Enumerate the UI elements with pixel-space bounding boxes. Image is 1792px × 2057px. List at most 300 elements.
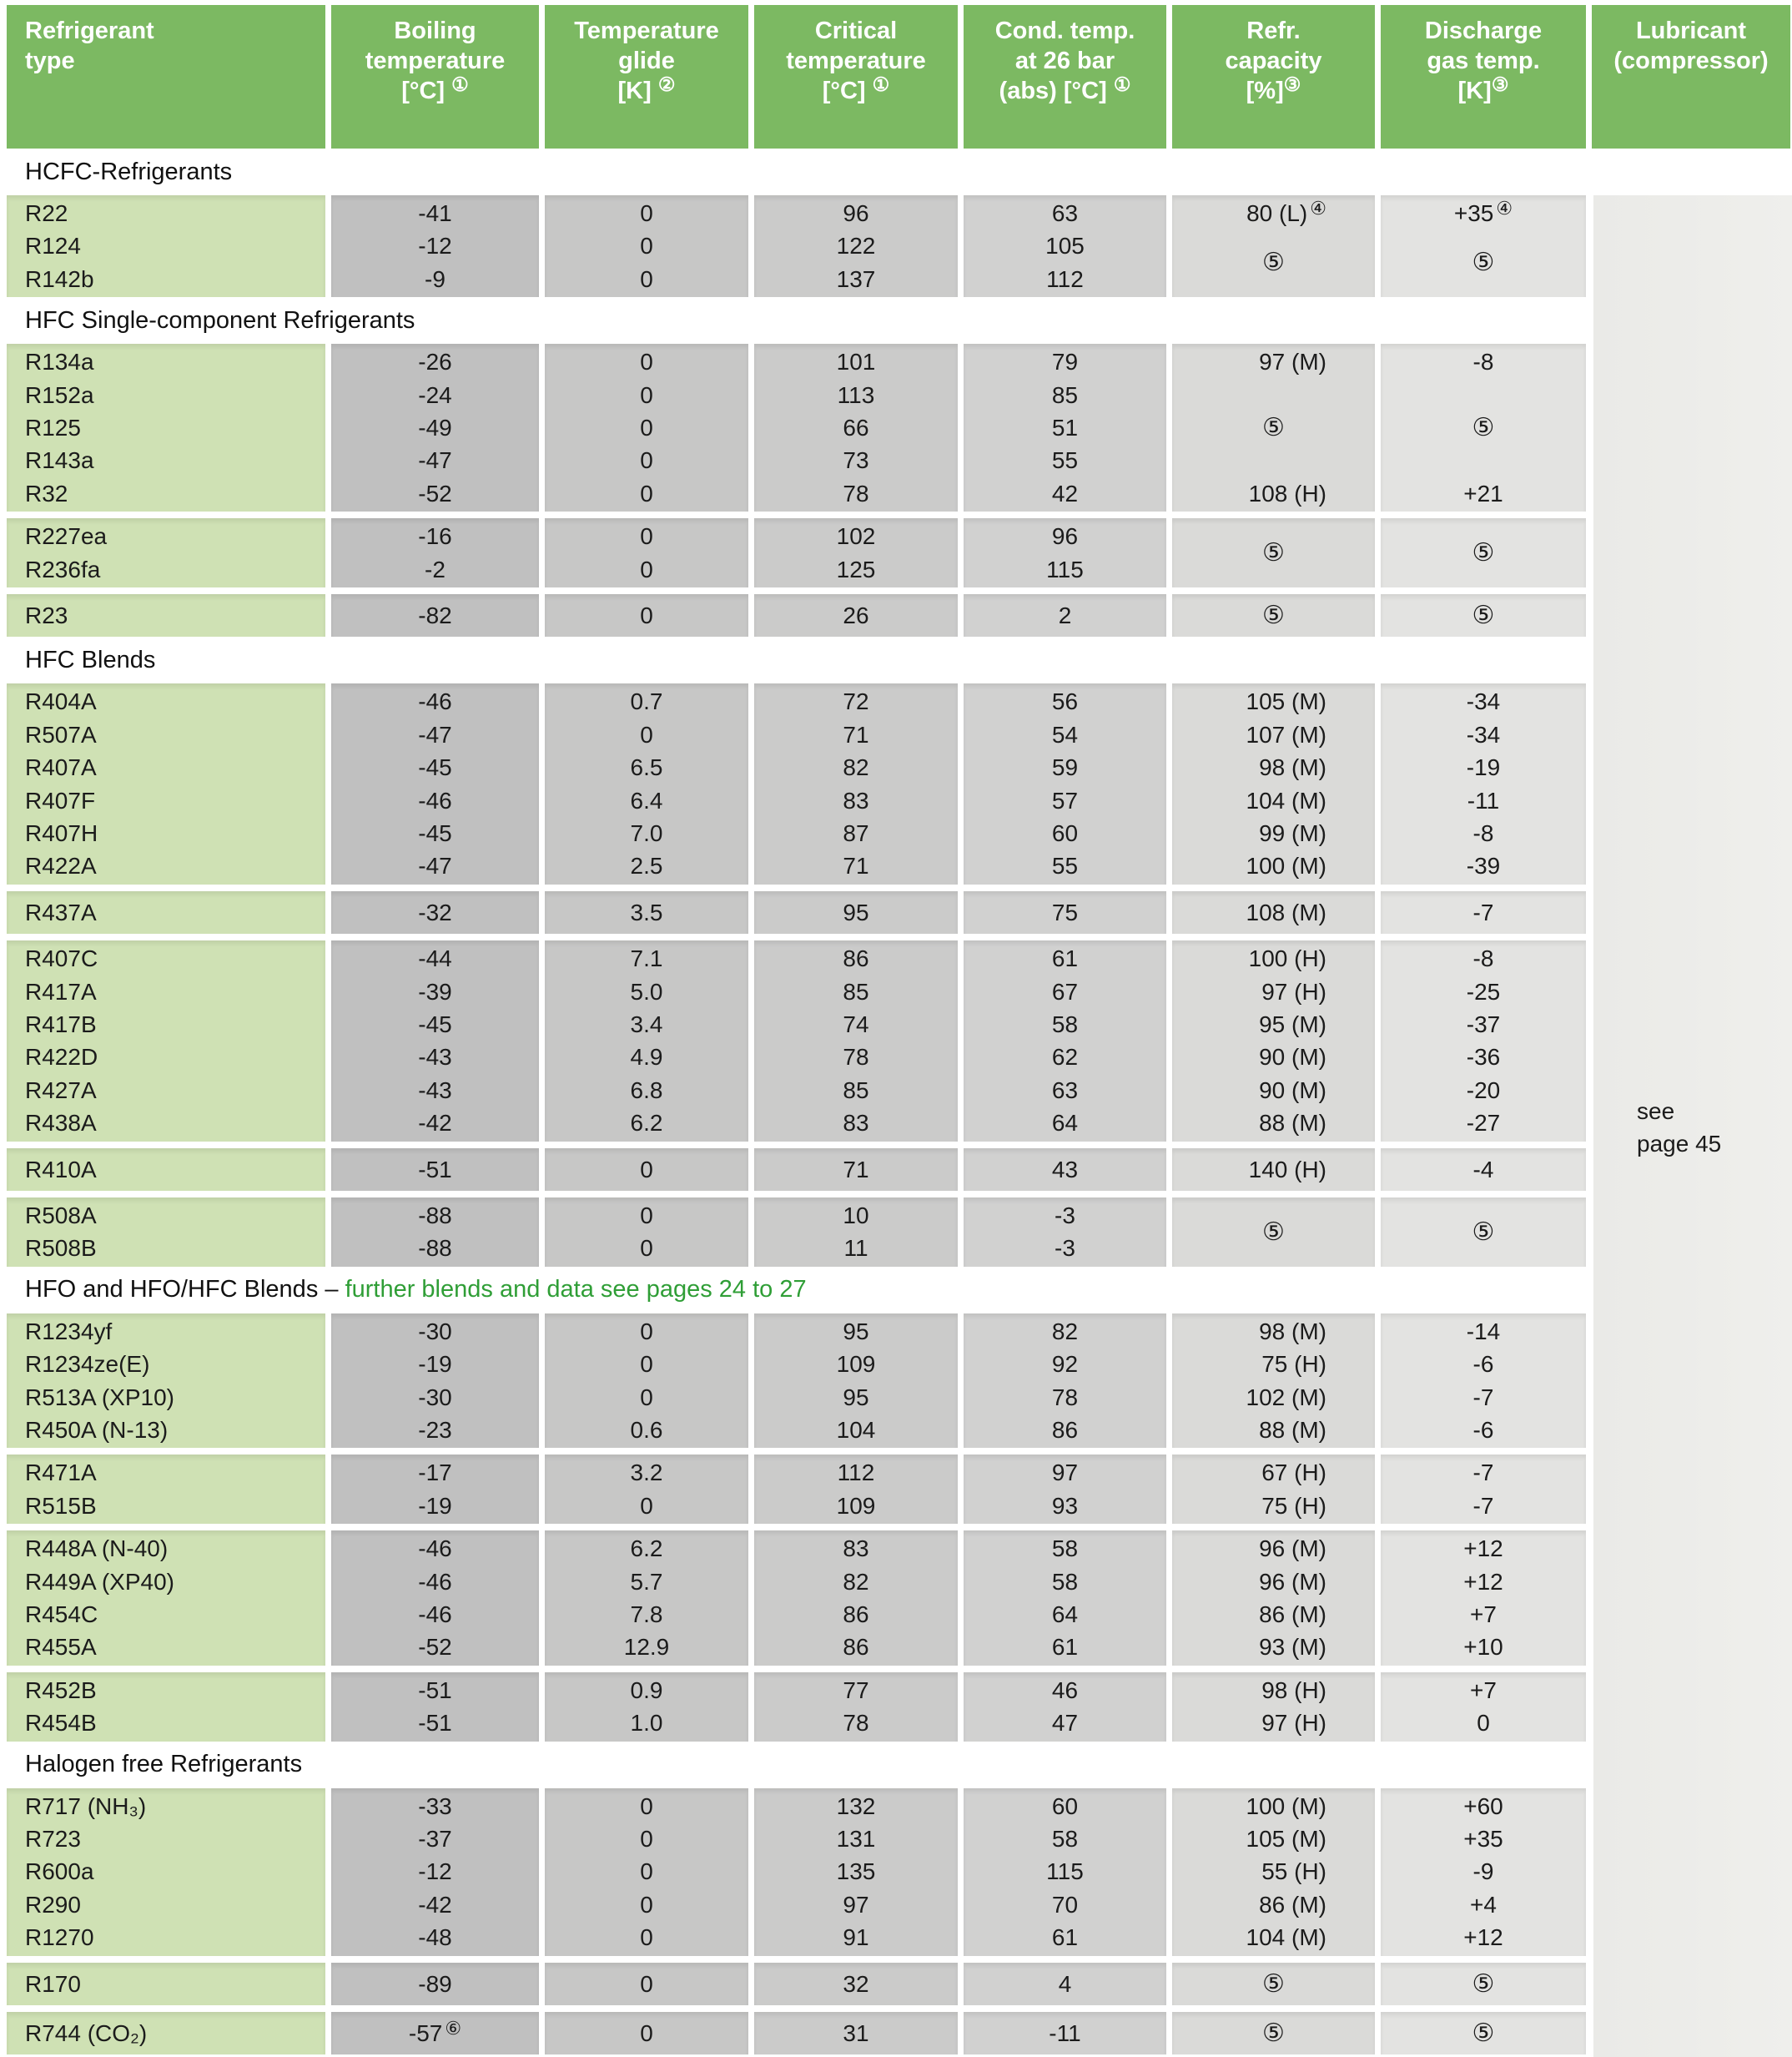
footnote-ref-icon: ④ <box>1310 198 1326 219</box>
value-cell: 72 <box>843 688 869 715</box>
value-cell: 115 <box>1046 556 1084 582</box>
group-column-discharge <box>1381 940 1586 1141</box>
value-cell: 47 <box>1051 1710 1079 1737</box>
group-column-boiling <box>331 891 539 934</box>
group-column-body <box>1381 1456 1586 1522</box>
group-column-discharge <box>1381 1313 1586 1449</box>
group-column-body <box>545 896 748 929</box>
group-column-body <box>1381 599 1586 632</box>
value-cell: 109 <box>836 1351 876 1378</box>
value-cell: -88 <box>418 1202 452 1228</box>
value-cell: 87 <box>843 819 869 846</box>
value-cell: 108 (H) <box>1248 480 1326 507</box>
column-header-discharge <box>1381 5 1586 149</box>
value-cell: 7.8 <box>630 1601 663 1627</box>
value-cell: 61 <box>1051 1924 1079 1951</box>
group-column-critical <box>754 1530 958 1666</box>
footnote-ref-icon: ⑤ <box>1262 249 1285 277</box>
value-cell: 0 <box>640 721 653 748</box>
value-cell: 140 (H) <box>1248 1156 1326 1182</box>
value-cell: 10 <box>843 1202 869 1228</box>
group-column-glide <box>545 1148 748 1191</box>
value-cell: 99 (M) <box>1259 819 1326 846</box>
value-cell: 0 <box>640 1492 653 1519</box>
value-cell: +10 <box>1463 1634 1503 1661</box>
value-cell: -36 <box>1466 1044 1501 1071</box>
group-column-glide <box>545 518 748 587</box>
value-cell: 77 <box>843 1676 869 1703</box>
group-column-body <box>331 685 539 882</box>
column-header-line: Refrigerant <box>25 18 154 44</box>
refrigerant-name: R143a <box>25 447 94 474</box>
refrigerant-name: R124 <box>25 233 81 260</box>
column-header-cond <box>964 5 1166 149</box>
footnote-ref-icon: ⑤ <box>1472 249 1495 277</box>
group-column-boiling <box>331 1963 539 2005</box>
group-column-boiling <box>331 1148 539 1191</box>
group-column-body <box>964 1199 1166 1265</box>
group-column-cond <box>964 1963 1166 2005</box>
group-column-boiling <box>331 2012 539 2054</box>
value-cell: -37 <box>418 1825 452 1852</box>
group-column-body <box>1172 1968 1375 2000</box>
group-column-body <box>7 599 325 632</box>
value-cell: 58 <box>1051 1825 1079 1852</box>
group-column-body <box>7 197 325 295</box>
group-column-boiling <box>331 195 539 297</box>
group-column-body <box>7 1456 325 1522</box>
value-cell: -8 <box>1472 349 1494 376</box>
value-cell: 31 <box>843 2019 869 2046</box>
group-column-body <box>1381 1674 1586 1740</box>
value-cell: 56 <box>1051 688 1079 715</box>
group-column-cond <box>964 1148 1166 1191</box>
value-cell: 137 <box>836 265 876 292</box>
group-column-body <box>754 1199 958 1265</box>
group-column-body <box>545 1153 748 1186</box>
value-cell: -42 <box>418 1110 452 1137</box>
lubricant-note <box>1637 1095 1721 1160</box>
group-column-type <box>7 1197 325 1267</box>
value-cell: 0 <box>640 265 653 292</box>
value-cell: +12 <box>1463 1535 1503 1562</box>
group-column-body <box>964 896 1166 929</box>
group-column-body <box>545 1315 748 1447</box>
value-cell: 78 <box>843 1710 869 1737</box>
value-cell: 0 <box>640 200 653 226</box>
section-title <box>0 637 1792 683</box>
value-cell: 105 <box>1045 233 1085 260</box>
group-column-glide <box>545 1197 748 1267</box>
group-column-capacity <box>1172 1672 1375 1742</box>
value-cell: -37 <box>1466 1011 1501 1037</box>
value-cell: -11 <box>1049 2019 1081 2046</box>
group-column-type <box>7 2012 325 2054</box>
value-cell: -51 <box>418 1156 452 1182</box>
group-column-type <box>7 1455 325 1524</box>
group-column-body <box>7 1674 325 1740</box>
value-cell: 0 <box>640 1156 653 1182</box>
refrigerant-name: R508A <box>25 1202 97 1228</box>
value-cell: 98 (M) <box>1259 754 1326 781</box>
group-column-discharge <box>1381 1530 1586 1666</box>
value-cell: 0 <box>640 414 653 441</box>
value-cell: 86 <box>1051 1416 1079 1443</box>
value-cell: -25 <box>1466 978 1501 1005</box>
value-cell: 100 (M) <box>1246 1792 1326 1819</box>
value-cell: 51 <box>1051 414 1079 441</box>
value-cell: 75 (H) <box>1261 1351 1326 1378</box>
group-column-body <box>754 942 958 1139</box>
group-column-body <box>545 197 748 295</box>
column-header-line: temperature <box>365 48 506 74</box>
group-column-critical <box>754 518 958 587</box>
group-column-body <box>331 2017 539 2049</box>
value-cell: -19 <box>1466 754 1501 781</box>
value-cell: 83 <box>843 1535 869 1562</box>
group-column-body <box>1381 1790 1586 1954</box>
group-column-body <box>964 197 1166 295</box>
column-header-lubricant <box>1592 5 1790 149</box>
refrigerant-name: R437A <box>25 899 97 925</box>
group-column-critical <box>754 594 958 637</box>
group-column-capacity <box>1172 891 1375 934</box>
value-cell: 62 <box>1051 1044 1079 1071</box>
group-column-glide <box>545 1963 748 2005</box>
column-header-line: [°C] ① <box>401 73 469 104</box>
value-cell: 60 <box>1051 819 1079 846</box>
group-column-glide <box>545 1530 748 1666</box>
footnote-ref-icon: ⑤ <box>1472 2019 1495 2048</box>
value-cell: -89 <box>418 1970 452 1997</box>
value-cell: 66 <box>843 414 869 441</box>
refrigerant-name: R32 <box>25 480 68 507</box>
refrigerant-name: R410A <box>25 1156 97 1182</box>
table-body <box>0 149 1792 2054</box>
value-cell: 3.4 <box>630 1011 663 1037</box>
value-cell: 93 (M) <box>1259 1634 1326 1661</box>
section-3 <box>0 637 1792 1266</box>
value-cell: 100 (M) <box>1246 853 1326 880</box>
group-column-body <box>754 2017 958 2049</box>
group-column-glide <box>545 891 748 934</box>
refrigerant-name: R471A <box>25 1460 97 1486</box>
group-column-body <box>754 1968 958 2000</box>
footnote-ref-icon: ② <box>657 73 676 95</box>
value-cell: 97 (H) <box>1261 978 1326 1005</box>
group-column-body <box>331 1968 539 2000</box>
value-cell: 6.5 <box>630 754 663 781</box>
group-column-body <box>331 1199 539 1265</box>
group-column-body <box>1381 896 1586 929</box>
value-cell: 112 <box>837 1460 875 1486</box>
value-cell: -8 <box>1472 819 1494 846</box>
section-title <box>0 149 1792 195</box>
group-column-boiling <box>331 594 539 637</box>
group-column-discharge <box>1381 1197 1586 1267</box>
table-header-row <box>0 0 1792 149</box>
lubricant-note-line: see <box>1637 1098 1675 1124</box>
value-cell: 64 <box>1051 1110 1079 1137</box>
group-column-cond <box>964 594 1166 637</box>
value-cell: 43 <box>1051 1156 1079 1182</box>
value-cell: -47 <box>418 721 452 748</box>
group-column-body <box>1381 685 1586 882</box>
value-cell: -14 <box>1466 1318 1501 1344</box>
group-column-glide <box>545 1788 748 1956</box>
group-column-glide <box>545 594 748 637</box>
value-cell: 97 (M) <box>1259 349 1326 376</box>
value-cell: -20 <box>1466 1076 1501 1103</box>
value-cell: 135 <box>836 1858 876 1885</box>
value-cell: 0 <box>640 349 653 376</box>
group-column-body <box>7 942 325 1139</box>
value-cell: 55 <box>1051 853 1079 880</box>
value-cell: 55 <box>1051 447 1079 474</box>
value-cell: -46 <box>418 688 452 715</box>
group-column-boiling <box>331 683 539 884</box>
group-column-body <box>1172 599 1375 632</box>
value-cell: 92 <box>1051 1351 1079 1378</box>
group-column-glide <box>545 683 748 884</box>
value-cell: -39 <box>1466 853 1501 880</box>
value-cell: 113 <box>837 381 875 408</box>
group-column-boiling <box>331 940 539 1141</box>
group-column-boiling <box>331 1672 539 1742</box>
group-column-body <box>331 599 539 632</box>
column-header-line: Discharge <box>1424 18 1543 44</box>
group-column-body <box>1381 345 1586 510</box>
value-cell: 6.4 <box>630 787 663 814</box>
value-cell: -44 <box>418 945 452 972</box>
group-column-body <box>1381 1968 1586 2000</box>
value-cell: -51 <box>418 1676 452 1703</box>
group-column-type <box>7 1788 325 1956</box>
group-column-body <box>331 942 539 1139</box>
group-column-discharge <box>1381 344 1586 512</box>
group-column-critical <box>754 683 958 884</box>
table-group <box>0 891 1792 934</box>
group-column-body <box>331 1674 539 1740</box>
value-cell: -41 <box>418 200 452 226</box>
value-cell: 71 <box>843 1156 869 1182</box>
value-cell: 74 <box>843 1011 869 1037</box>
group-column-body <box>964 1674 1166 1740</box>
group-column-critical <box>754 1455 958 1524</box>
group-column-body <box>754 896 958 929</box>
value-cell: -46 <box>418 1535 452 1562</box>
value-cell: -30 <box>418 1318 452 1344</box>
group-column-body <box>331 1532 539 1664</box>
lubricant-note-line: page 45 <box>1637 1131 1722 1157</box>
value-cell: 78 <box>1051 1384 1079 1410</box>
group-column-type <box>7 518 325 587</box>
group-column-cond <box>964 195 1166 297</box>
value-cell: 107 (M) <box>1246 721 1326 748</box>
group-column-critical <box>754 1197 958 1267</box>
refrigerant-name: R1234yf <box>25 1318 113 1344</box>
group-column-body <box>545 520 748 586</box>
refrigerant-name: R515B <box>25 1492 97 1519</box>
value-cell: 82 <box>1051 1318 1079 1344</box>
group-column-body <box>964 942 1166 1139</box>
table-group <box>0 940 1792 1141</box>
value-cell: 5.0 <box>630 978 663 1005</box>
group-column-body <box>545 1674 748 1740</box>
value-cell: 102 (M) <box>1246 1384 1326 1410</box>
value-cell: +60 <box>1463 1792 1503 1819</box>
group-column-body <box>7 685 325 882</box>
value-cell: -6 <box>1472 1416 1494 1443</box>
value-cell: 0.9 <box>630 1676 663 1703</box>
value-cell: 64 <box>1051 1601 1079 1627</box>
refrigerant-name: R507A <box>25 721 97 748</box>
group-column-body <box>1172 685 1375 882</box>
value-cell: -51 <box>418 1710 452 1737</box>
value-cell: 2 <box>1058 602 1072 628</box>
value-cell: -4 <box>1472 1156 1494 1182</box>
group-column-body <box>7 1790 325 1954</box>
group-column-capacity <box>1172 344 1375 512</box>
value-cell: 0 <box>640 381 653 408</box>
refrigerant-name: R404A <box>25 688 97 715</box>
group-column-critical <box>754 344 958 512</box>
value-cell: 6.2 <box>630 1535 663 1562</box>
group-column-capacity <box>1172 1148 1375 1191</box>
value-cell: 93 <box>1051 1492 1079 1519</box>
value-cell: 0 <box>640 1924 653 1951</box>
refrigerant-name: R407C <box>25 945 98 972</box>
group-column-discharge <box>1381 1672 1586 1742</box>
refrigerant-name: R455A <box>25 1634 97 1661</box>
value-cell: -57 ⑥ <box>408 2017 462 2046</box>
value-cell: 11 <box>843 1235 868 1262</box>
value-cell: 88 (M) <box>1259 1110 1326 1137</box>
group-column-discharge <box>1381 195 1586 297</box>
refrigerant-name: R407H <box>25 819 98 846</box>
footnote-ref-icon: ① <box>1113 73 1131 95</box>
value-cell: -19 <box>418 1492 452 1519</box>
refrigerant-name: R452B <box>25 1676 97 1703</box>
group-column-body <box>754 599 958 632</box>
value-cell: 78 <box>843 1044 869 1071</box>
group-column-boiling <box>331 518 539 587</box>
value-cell: 0 <box>640 1351 653 1378</box>
value-cell: 55 (H) <box>1261 1858 1326 1885</box>
value-cell: 90 (M) <box>1259 1076 1326 1103</box>
group-column-body <box>1381 2017 1586 2049</box>
value-cell: +4 <box>1470 1891 1497 1918</box>
lubricant-column <box>1593 195 1792 2057</box>
value-cell: 61 <box>1051 945 1079 972</box>
group-column-body <box>1172 1674 1375 1740</box>
value-cell: 0.7 <box>630 688 663 715</box>
value-cell: -48 <box>418 1924 452 1951</box>
value-cell: 96 <box>843 200 869 226</box>
group-column-body <box>1381 1315 1586 1447</box>
value-cell: 0 <box>640 233 653 260</box>
group-column-body <box>964 1532 1166 1664</box>
table-group <box>0 594 1792 637</box>
value-cell: -47 <box>418 853 452 880</box>
value-cell: 7.1 <box>630 945 663 972</box>
value-cell: -12 <box>418 233 452 260</box>
group-column-body <box>7 1153 325 1186</box>
footnote-ref-icon: ⑤ <box>1262 1969 1285 1998</box>
group-column-discharge <box>1381 1148 1586 1191</box>
footnote-ref-icon: ① <box>451 73 469 95</box>
value-cell: 82 <box>843 1568 869 1595</box>
value-cell: 63 <box>1051 200 1079 226</box>
value-cell: 105 (M) <box>1246 1825 1326 1852</box>
value-cell: 70 <box>1051 1891 1079 1918</box>
value-cell: 3.2 <box>630 1460 663 1486</box>
group-column-cond <box>964 1313 1166 1449</box>
footnote-ref-icon: ⑤ <box>1262 414 1285 442</box>
group-column-type <box>7 195 325 297</box>
value-cell: -27 <box>1466 1110 1501 1137</box>
column-header-line: [°C] ① <box>822 73 890 104</box>
group-column-body <box>754 1153 958 1186</box>
group-column-glide <box>545 195 748 297</box>
value-cell: -88 <box>418 1235 452 1262</box>
value-cell: -23 <box>418 1416 452 1443</box>
group-column-body <box>964 2017 1166 2049</box>
value-cell: 96 <box>1051 523 1079 550</box>
group-column-cond <box>964 1672 1166 1742</box>
table-group <box>0 1197 1792 1267</box>
value-cell: 109 <box>836 1492 876 1519</box>
value-cell: 57 <box>1051 787 1079 814</box>
value-cell: -19 <box>418 1351 452 1378</box>
value-cell: 91 <box>843 1924 869 1951</box>
footnote-ref-icon: ③ <box>1283 73 1301 95</box>
value-cell: 0 <box>640 1792 653 1819</box>
group-column-body <box>7 520 325 586</box>
group-column-body <box>331 1153 539 1186</box>
column-header-line: Refr. <box>1246 18 1301 44</box>
group-column-body <box>7 1315 325 1447</box>
value-cell: -82 <box>418 602 452 628</box>
value-cell: 96 (M) <box>1259 1535 1326 1562</box>
refrigerant-name: R417B <box>25 1011 97 1037</box>
value-cell: 0 <box>640 1202 653 1228</box>
group-column-type <box>7 891 325 934</box>
value-cell: 102 <box>836 523 876 550</box>
value-cell: 60 <box>1051 1792 1079 1819</box>
refrigerant-name: R290 <box>25 1891 81 1918</box>
column-header-line: Lubricant <box>1635 18 1747 44</box>
value-cell: -3 <box>1055 1202 1075 1228</box>
refrigerant-name: R449A (XP40) <box>25 1568 174 1595</box>
footnote-ref-icon: ⑤ <box>1472 414 1495 442</box>
value-cell: 98 (M) <box>1259 1318 1326 1344</box>
section-title-text: Halogen free Refrigerants <box>25 1751 303 1778</box>
group-column-type <box>7 344 325 512</box>
group-column-body <box>545 345 748 510</box>
column-header-capacity <box>1172 5 1375 149</box>
refrigerant-name: R22 <box>25 200 68 226</box>
group-column-body <box>331 1315 539 1447</box>
group-column-cond <box>964 683 1166 884</box>
group-column-body <box>331 896 539 929</box>
value-cell: 90 (M) <box>1259 1044 1326 1071</box>
group-column-body <box>1172 2017 1375 2049</box>
value-cell: 85 <box>843 1076 869 1103</box>
group-column-critical <box>754 1313 958 1449</box>
group-column-critical <box>754 2012 958 2054</box>
group-column-capacity <box>1172 683 1375 884</box>
